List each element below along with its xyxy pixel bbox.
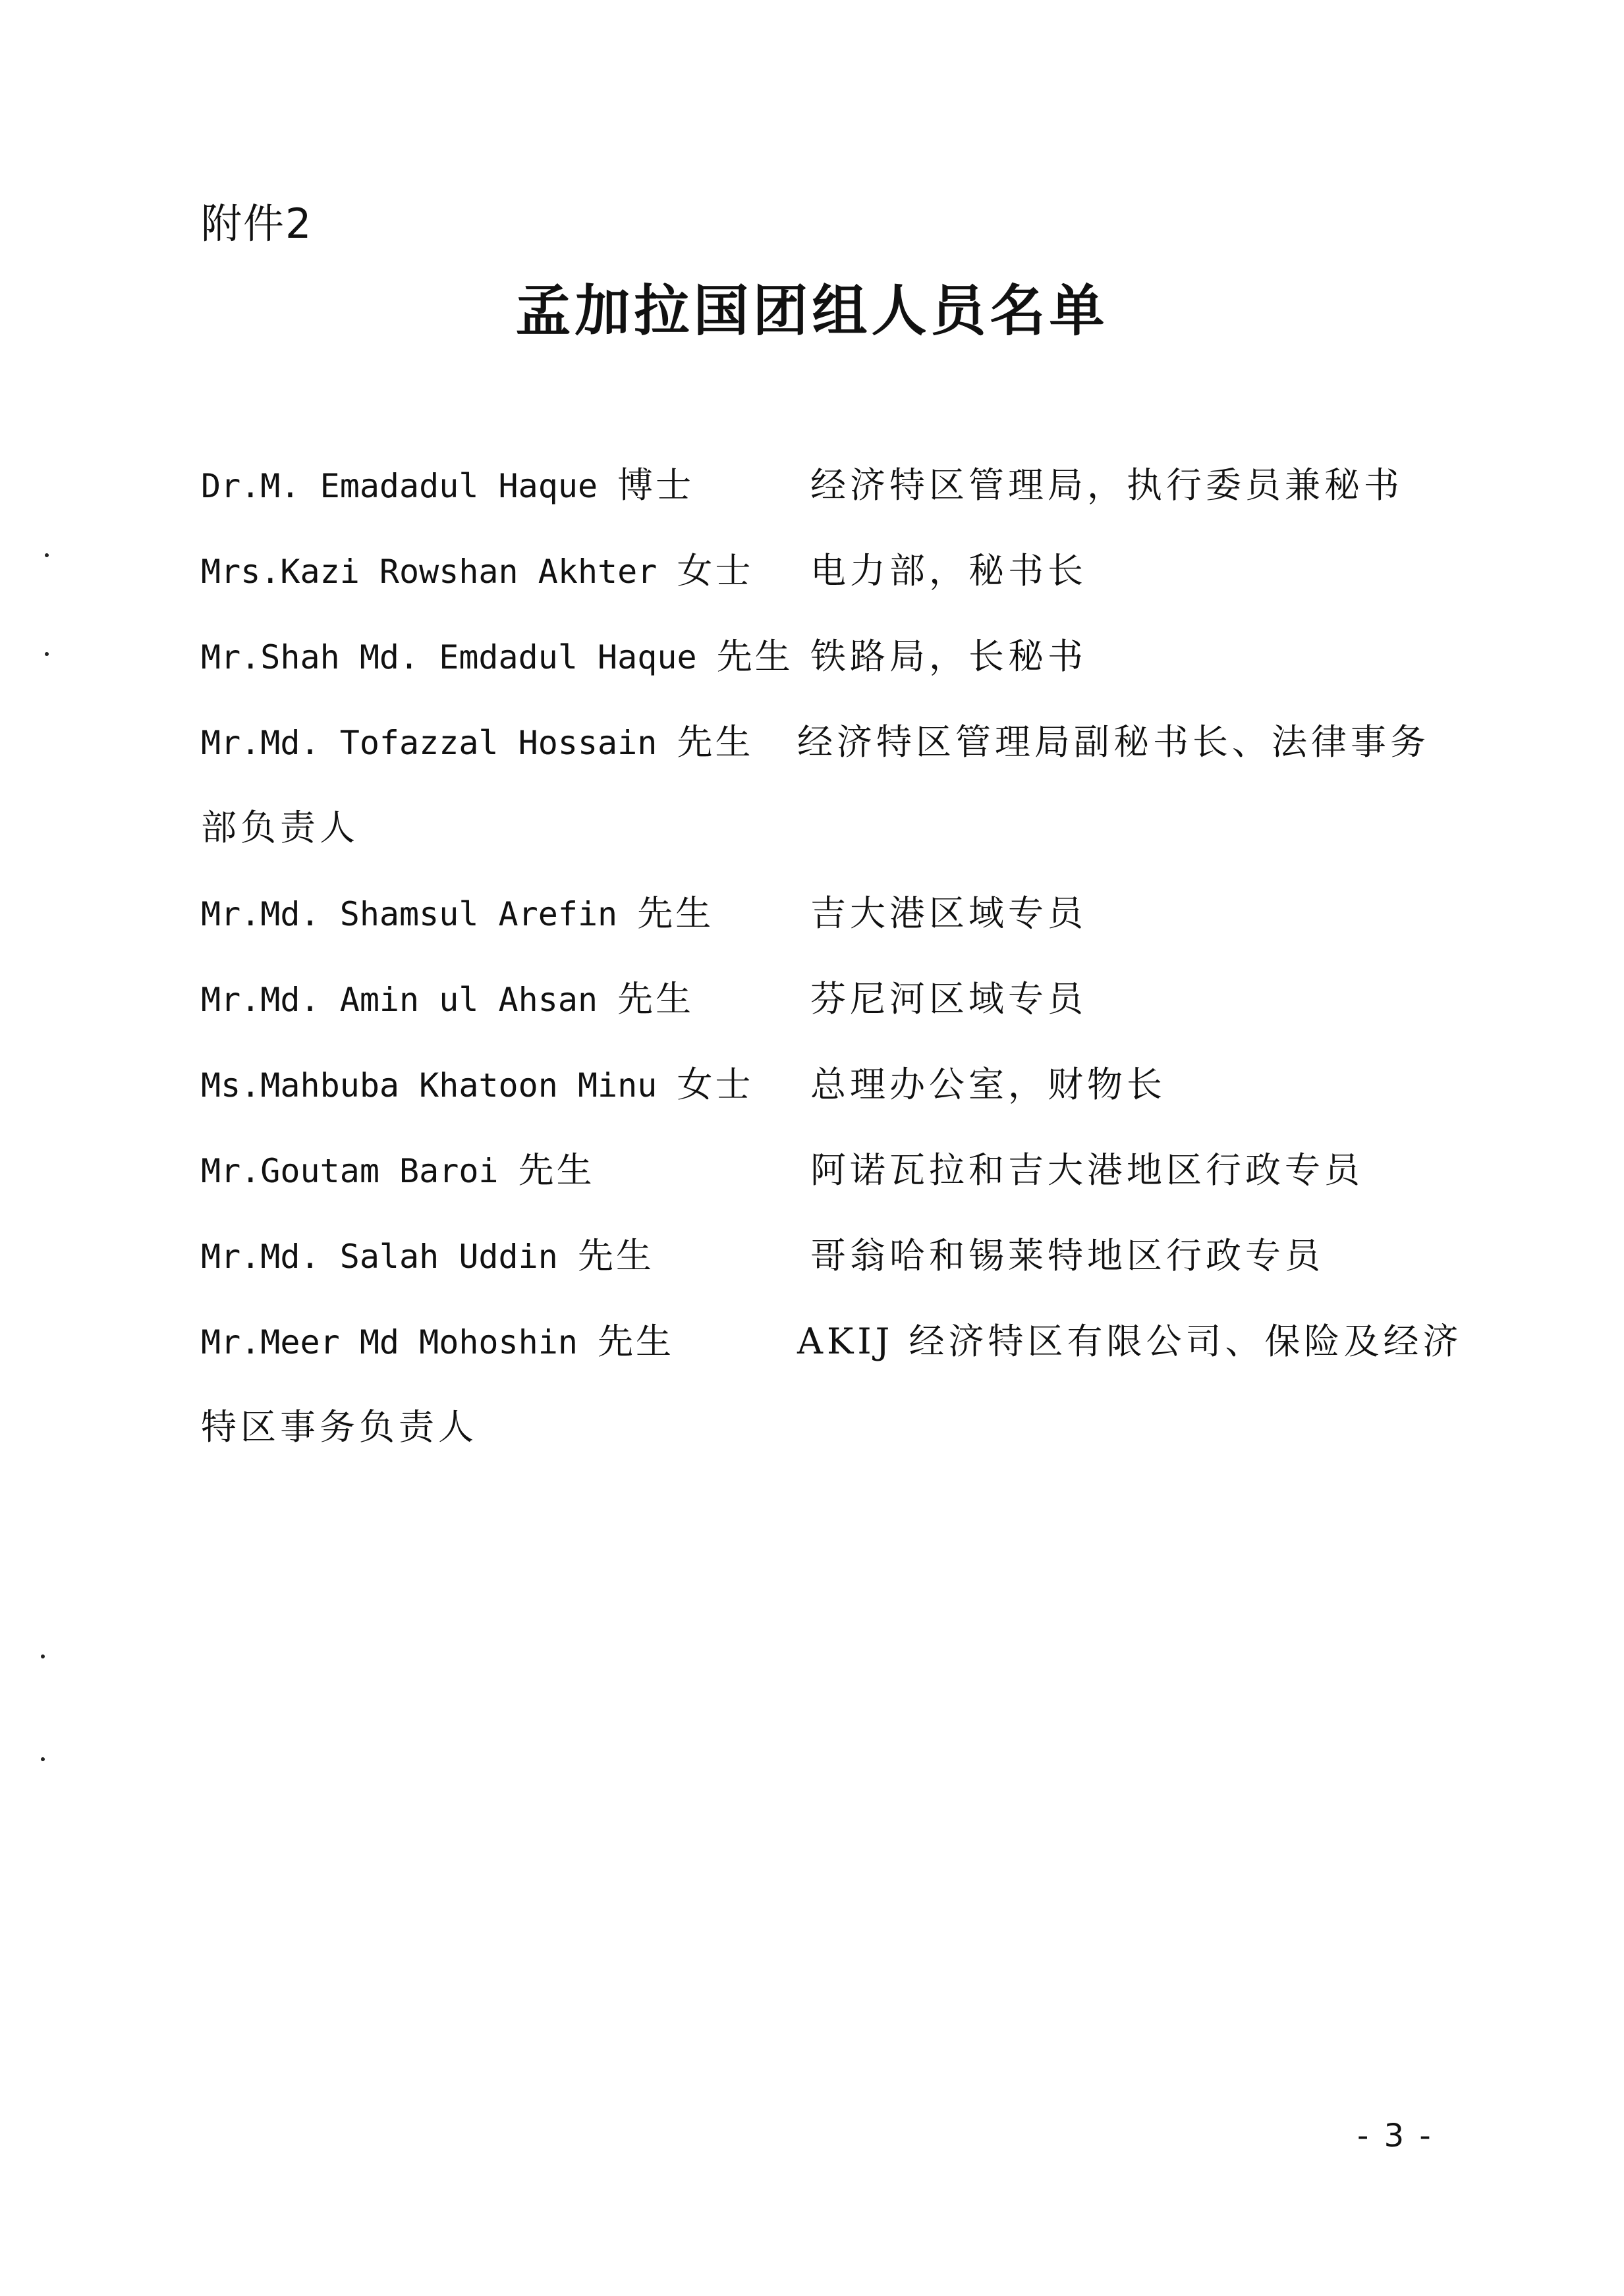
member-roster bbox=[201, 448, 1463, 1475]
member-name: Mr.Md. Salah Uddin 先生 bbox=[201, 1235, 654, 1276]
member-honorific: 先生 bbox=[677, 721, 754, 763]
member-name: Dr.M. Emadadul Haque 博士 bbox=[201, 464, 694, 506]
member-honorific: 先生 bbox=[577, 1235, 654, 1276]
member-role: 哥翁哈和锡莱特地区行政专员 bbox=[810, 1235, 1324, 1276]
member-name: Mrs.Kazi Rowshan Akhter 女士 bbox=[201, 550, 754, 591]
member-honorific: 女士 bbox=[677, 550, 754, 591]
member-role-continuation: 特区事务负责人 bbox=[201, 1406, 478, 1448]
member-name: Mr.Goutam Baroi 先生 bbox=[201, 1149, 595, 1191]
member-role: 铁路局，长秘书 bbox=[810, 636, 1087, 677]
member-role: 电力部，秘书长 bbox=[810, 550, 1087, 591]
list-item bbox=[201, 533, 1453, 619]
member-role: 芬尼河区域专员 bbox=[810, 978, 1087, 1020]
member-honorific: 女士 bbox=[677, 1064, 754, 1105]
member-role: AKIJ 经济特区有限公司、保险及经济 bbox=[797, 1321, 1463, 1362]
list-item bbox=[201, 1304, 1463, 1475]
member-honorific: 博士 bbox=[617, 464, 694, 506]
member-honorific: 先生 bbox=[637, 892, 714, 934]
member-name: Mr.Md. Tofazzal Hossain 先生 bbox=[201, 721, 754, 763]
member-role: 经济特区管理局，执行委员兼秘书 bbox=[810, 464, 1403, 506]
list-item bbox=[201, 1133, 1453, 1218]
list-item bbox=[201, 1047, 1453, 1133]
list-item bbox=[201, 876, 1453, 962]
list-item bbox=[201, 705, 1453, 876]
member-role: 吉大港区域专员 bbox=[810, 892, 1087, 934]
member-honorific: 先生 bbox=[716, 636, 793, 677]
list-item bbox=[201, 619, 1453, 705]
page-number: - 3 - bbox=[1357, 2118, 1434, 2154]
member-role: 总理办公室，财物长 bbox=[810, 1064, 1166, 1105]
scan-speck bbox=[45, 652, 49, 656]
member-honorific: 先生 bbox=[518, 1149, 595, 1191]
list-item bbox=[201, 448, 1453, 533]
member-honorific: 先生 bbox=[598, 1321, 675, 1362]
member-role: 经济特区管理局副秘书长、法律事务 bbox=[797, 721, 1430, 763]
scan-speck bbox=[45, 553, 49, 557]
member-honorific: 先生 bbox=[617, 978, 694, 1020]
member-name: Mr.Md. Shamsul Arefin 先生 bbox=[201, 892, 714, 934]
list-item bbox=[201, 1218, 1453, 1304]
scan-speck bbox=[41, 1757, 45, 1761]
attachment-label: 附件2 bbox=[201, 200, 313, 248]
member-name: Mr.Meer Md Mohoshin 先生 bbox=[201, 1321, 675, 1362]
member-name: Mr.Md. Amin ul Ahsan 先生 bbox=[201, 978, 694, 1020]
page-title: 孟加拉国团组人员名单 bbox=[515, 278, 1109, 343]
member-role: 阿诺瓦拉和吉大港地区行政专员 bbox=[810, 1149, 1364, 1191]
member-name: Ms.Mahbuba Khatoon Minu 女士 bbox=[201, 1064, 754, 1105]
scan-speck bbox=[41, 1654, 45, 1658]
member-role-continuation: 部负责人 bbox=[201, 807, 359, 848]
member-name: Mr.Shah Md. Emdadul Haque 先生 bbox=[201, 636, 793, 677]
list-item bbox=[201, 962, 1453, 1047]
